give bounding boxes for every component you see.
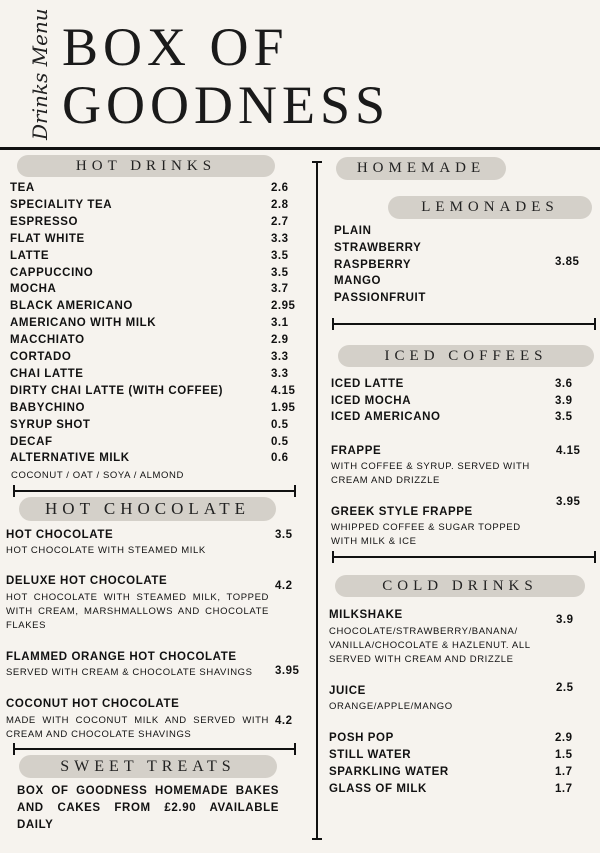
menu-item-price: 1.7 (555, 766, 573, 778)
header-rule (0, 147, 600, 150)
menu-item-price: 3.9 (555, 394, 573, 407)
cold-drinks-heading: COLD DRINKS (335, 575, 585, 597)
menu-item-price: 4.2 (275, 580, 293, 592)
menu-item-price: 3.95 (275, 665, 300, 677)
menu-item-name: GREEK STYLE FRAPPE (331, 506, 473, 518)
menu-item-name: AMERICANO WITH MILK (10, 317, 157, 330)
menu-item-price: 2.9 (555, 732, 573, 744)
menu-item-price: 4.2 (275, 715, 293, 727)
menu-item-desc: HOT CHOCOLATE WITH STEAMED MILK, TOPPED WITH CREAM, MARSHMALLOWS AND CHOCOLATE FLAKES (6, 592, 269, 631)
title-line-2: GOODNESS (62, 75, 391, 135)
menu-item-name: COCONUT HOT CHOCOLATE (6, 698, 180, 710)
menu-item-name: DELUXE HOT CHOCOLATE (6, 575, 168, 587)
center-divider (316, 162, 318, 840)
menu-item-price: 3.3 (271, 367, 289, 380)
menu-item-name: BLACK AMERICANO (10, 300, 133, 313)
menu-item-name: BABYCHINO (10, 401, 86, 414)
menu-item-name: SPECIALITY TEA (10, 198, 113, 211)
section-rule (332, 556, 596, 558)
menu-item-desc: SERVED WITH CREAM & CHOCOLATE SHAVINGS (6, 667, 253, 678)
menu-item-price: 3.6 (555, 378, 573, 390)
menu-item-name: GLASS OF MILK (329, 783, 427, 795)
menu-item-name: ICED AMERICANO (331, 411, 441, 423)
menu-item-name: ALTERNATIVE MILK (10, 452, 130, 465)
menu-item-price: 3.9 (556, 614, 574, 626)
menu-item-name: LATTE (10, 249, 50, 262)
menu-item-price: 3.5 (271, 266, 289, 279)
menu-item-desc: WITH COFFEE & SYRUP. SERVED WITH CREAM AND DRIZZLE (331, 461, 530, 486)
menu-item-price: 2.6 (271, 182, 289, 194)
menu-item-price: 3.95 (556, 496, 581, 508)
menu-item-price: 2.9 (271, 334, 289, 347)
menu-item-desc: WHIPPED COFFEE & SUGAR TOPPED WITH MILK & ICE (331, 522, 521, 547)
section-rule (13, 490, 296, 492)
menu-item-name: ESPRESSO (10, 215, 79, 228)
menu-item-price: 0.6 (271, 452, 289, 465)
menu-item-name: FLAMMED ORANGE HOT CHOCOLATE (6, 651, 237, 663)
script-subtitle: Drinks Menu (28, 8, 52, 140)
menu-item-name: RASPBERRY (334, 258, 412, 271)
menu-item-price: 2.8 (271, 198, 289, 211)
hot-drinks-heading: HOT DRINKS (17, 155, 275, 177)
menu-item-price: 4.15 (556, 445, 581, 457)
menu-item-name: ICED LATTE (331, 378, 404, 390)
lemonade-price: 3.85 (555, 256, 580, 268)
menu-item-price: 3.5 (275, 529, 293, 541)
menu-item-name: JUICE (329, 685, 366, 697)
menu-item-name: DIRTY CHAI LATTE (WITH COFFEE) (10, 384, 224, 397)
title-line-1: BOX OF (62, 17, 289, 77)
menu-item-name: POSH POP (329, 732, 394, 744)
menu-item-price: 3.5 (555, 411, 573, 423)
menu-item-name: SYRUP SHOT (10, 418, 91, 431)
sweet-treats-heading: SWEET TREATS (19, 755, 277, 778)
menu-item-name: TEA (10, 182, 35, 194)
menu-item-name: FLAT WHITE (10, 232, 85, 245)
divider-cap-top (312, 161, 322, 163)
menu-item-name: PASSIONFRUIT (334, 292, 426, 305)
menu-item-name: SPARKLING WATER (329, 766, 449, 778)
menu-item-name: ICED MOCHA (331, 394, 412, 407)
menu-item-price: 3.1 (271, 317, 289, 330)
menu-item-price: 3.3 (271, 232, 289, 245)
menu-item-price: 1.95 (271, 401, 296, 414)
menu-item-price: 3.3 (271, 351, 289, 363)
menu-item-desc: ORANGE/APPLE/MANGO (329, 701, 453, 712)
menu-item-price: 3.7 (271, 283, 289, 296)
menu-item-price: 2.7 (271, 215, 289, 228)
menu-item-price: 0.5 (271, 418, 289, 431)
menu-item-desc: HOT CHOCOLATE WITH STEAMED MILK (6, 545, 206, 556)
menu-item-price: 4.15 (271, 384, 296, 397)
menu-item-name: FRAPPE (331, 445, 382, 457)
menu-item-name: CAPPUCCINO (10, 266, 94, 279)
divider-cap-bottom (312, 838, 322, 840)
menu-item-price: 2.95 (271, 300, 296, 313)
lemonades-heading: LEMONADES (388, 196, 592, 219)
hot-chocolate-heading: HOT CHOCOLATE (19, 497, 276, 521)
menu-item-price: 3.5 (271, 249, 289, 262)
menu-item-price: 1.7 (555, 783, 573, 795)
menu-item-name: STRAWBERRY (334, 241, 422, 254)
menu-item-name: MILKSHAKE (329, 609, 403, 621)
menu-item-price: 0.5 (271, 435, 289, 448)
section-rule (13, 748, 296, 750)
menu-item-name: DECAF (10, 435, 53, 448)
section-rule (332, 323, 596, 325)
menu-item-name: PLAIN (334, 225, 372, 237)
menu-item-desc: MADE WITH COCONUT MILK AND SERVED WITH CREAM AND CHOCOLATE SHAVINGS (6, 715, 269, 740)
homemade-heading: HOMEMADE (336, 157, 506, 180)
menu-item-name: CORTADO (10, 351, 72, 363)
alt-milk-note: COCONUT / OAT / SOYA / ALMOND (11, 470, 184, 481)
sweet-treats-text: BOX OF GOODNESS HOMEMADE BAKES AND CAKES FROM £2.90 AVAILABLE DAILY (17, 785, 279, 831)
menu-item-name: HOT CHOCOLATE (6, 529, 114, 541)
menu-item-price: 2.5 (556, 682, 574, 694)
iced-coffees-heading: ICED COFFEES (338, 345, 594, 367)
menu-item-name: CHAI LATTE (10, 367, 84, 380)
menu-item-name: STILL WATER (329, 749, 412, 761)
menu-item-name: MOCHA (10, 283, 57, 296)
menu-item-desc: CHOCOLATE/STRAWBERRY/BANANA/ VANILLA/CHOCOLATE & HAZLENUT. ALL SERVED WITH CREAM AND DRIZZLE (329, 626, 531, 665)
menu-item-price: 1.5 (555, 749, 573, 761)
menu-item-name: MACCHIATO (10, 334, 85, 347)
menu-item-name: MANGO (334, 275, 382, 288)
